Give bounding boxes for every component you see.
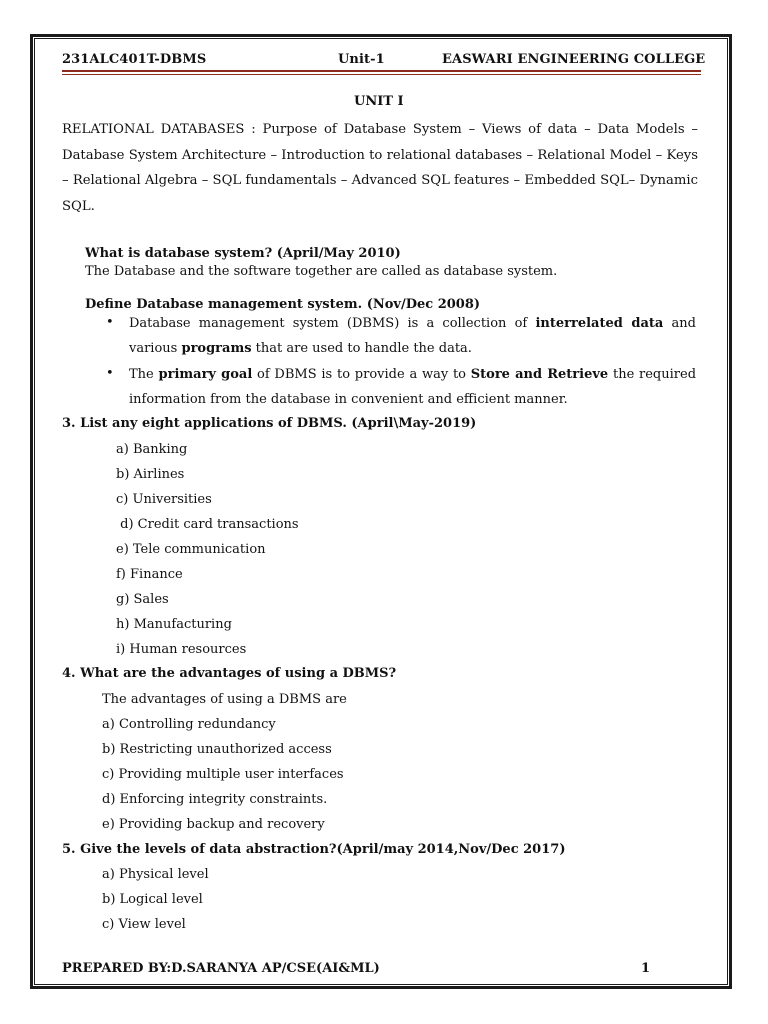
- list-item: c) Universities: [116, 492, 212, 507]
- footer-prepared-by: PREPARED BY:D.SARANYA AP/CSE(AI&ML): [62, 961, 380, 976]
- header-college: EASWARI ENGINEERING COLLEGE: [442, 52, 706, 67]
- q5-question: 5. Give the levels of data abstraction?(April/may 2014,Nov/Dec 2017): [62, 842, 566, 857]
- list-item: a) Controlling redundancy: [102, 717, 276, 732]
- q1-answer: The Database and the software together are called as database system.: [85, 264, 558, 279]
- q5-list: [102, 862, 209, 937]
- list-item: b) Restricting unauthorized access: [102, 742, 332, 757]
- list-item: i) Human resources: [116, 642, 247, 657]
- q3-question: 3. List any eight applications of DBMS. (April\May-2019): [62, 416, 477, 431]
- list-item: d) Credit card transactions: [116, 517, 299, 532]
- q1-question: What is database system? (April/May 2010): [85, 246, 401, 261]
- header-course-code: 231ALC401T-DBMS: [62, 52, 207, 67]
- syllabus-paragraph: RELATIONAL DATABASES : Purpose of Database System – Views of data – Data Models – Database System Architecture – Introduction to relational databases – Relational Model – Keys – Relational Algebra – SQL fundamentals – Advanced SQL features – Embedded SQL– Dynamic SQL.: [62, 122, 698, 214]
- list-item: d) Enforcing integrity constraints.: [102, 792, 328, 807]
- q4-question: 4. What are the advantages of using a DBMS?: [62, 666, 397, 681]
- list-item: f) Finance: [116, 567, 183, 582]
- list-item: g) Sales: [116, 592, 169, 607]
- bullet-icon: •: [106, 366, 114, 381]
- unit-title: UNIT I: [354, 94, 404, 109]
- header-rule-thick: [62, 70, 701, 72]
- q4-intro: The advantages of using a DBMS are: [102, 692, 347, 707]
- list-item: c) Providing multiple user interfaces: [102, 767, 344, 782]
- bullet-icon: •: [106, 315, 114, 330]
- list-item: h) Manufacturing: [116, 617, 232, 632]
- q2-bullet-1: Database management system (DBMS) is a collection of interrelated data and various programs that are used to handle the data.: [129, 316, 696, 356]
- q4-list: [102, 712, 344, 837]
- q2-bullet-2: The primary goal of DBMS is to provide a way to Store and Retrieve the required information from the database in convenient and efficient manner.: [129, 367, 697, 407]
- list-item: e) Tele communication: [116, 542, 266, 557]
- q3-list: [116, 437, 299, 662]
- header-unit: Unit-1: [338, 52, 385, 67]
- list-item: b) Logical level: [102, 892, 203, 907]
- list-item: c) View level: [102, 917, 186, 932]
- q2-question: Define Database management system. (Nov/Dec 2008): [85, 297, 481, 312]
- list-item: b) Airlines: [116, 467, 185, 482]
- list-item: a) Physical level: [102, 867, 209, 882]
- list-item: e) Providing backup and recovery: [102, 817, 325, 832]
- footer-page-number: 1: [641, 961, 651, 976]
- header-rule-thin: [62, 74, 701, 75]
- list-item: a) Banking: [116, 442, 188, 457]
